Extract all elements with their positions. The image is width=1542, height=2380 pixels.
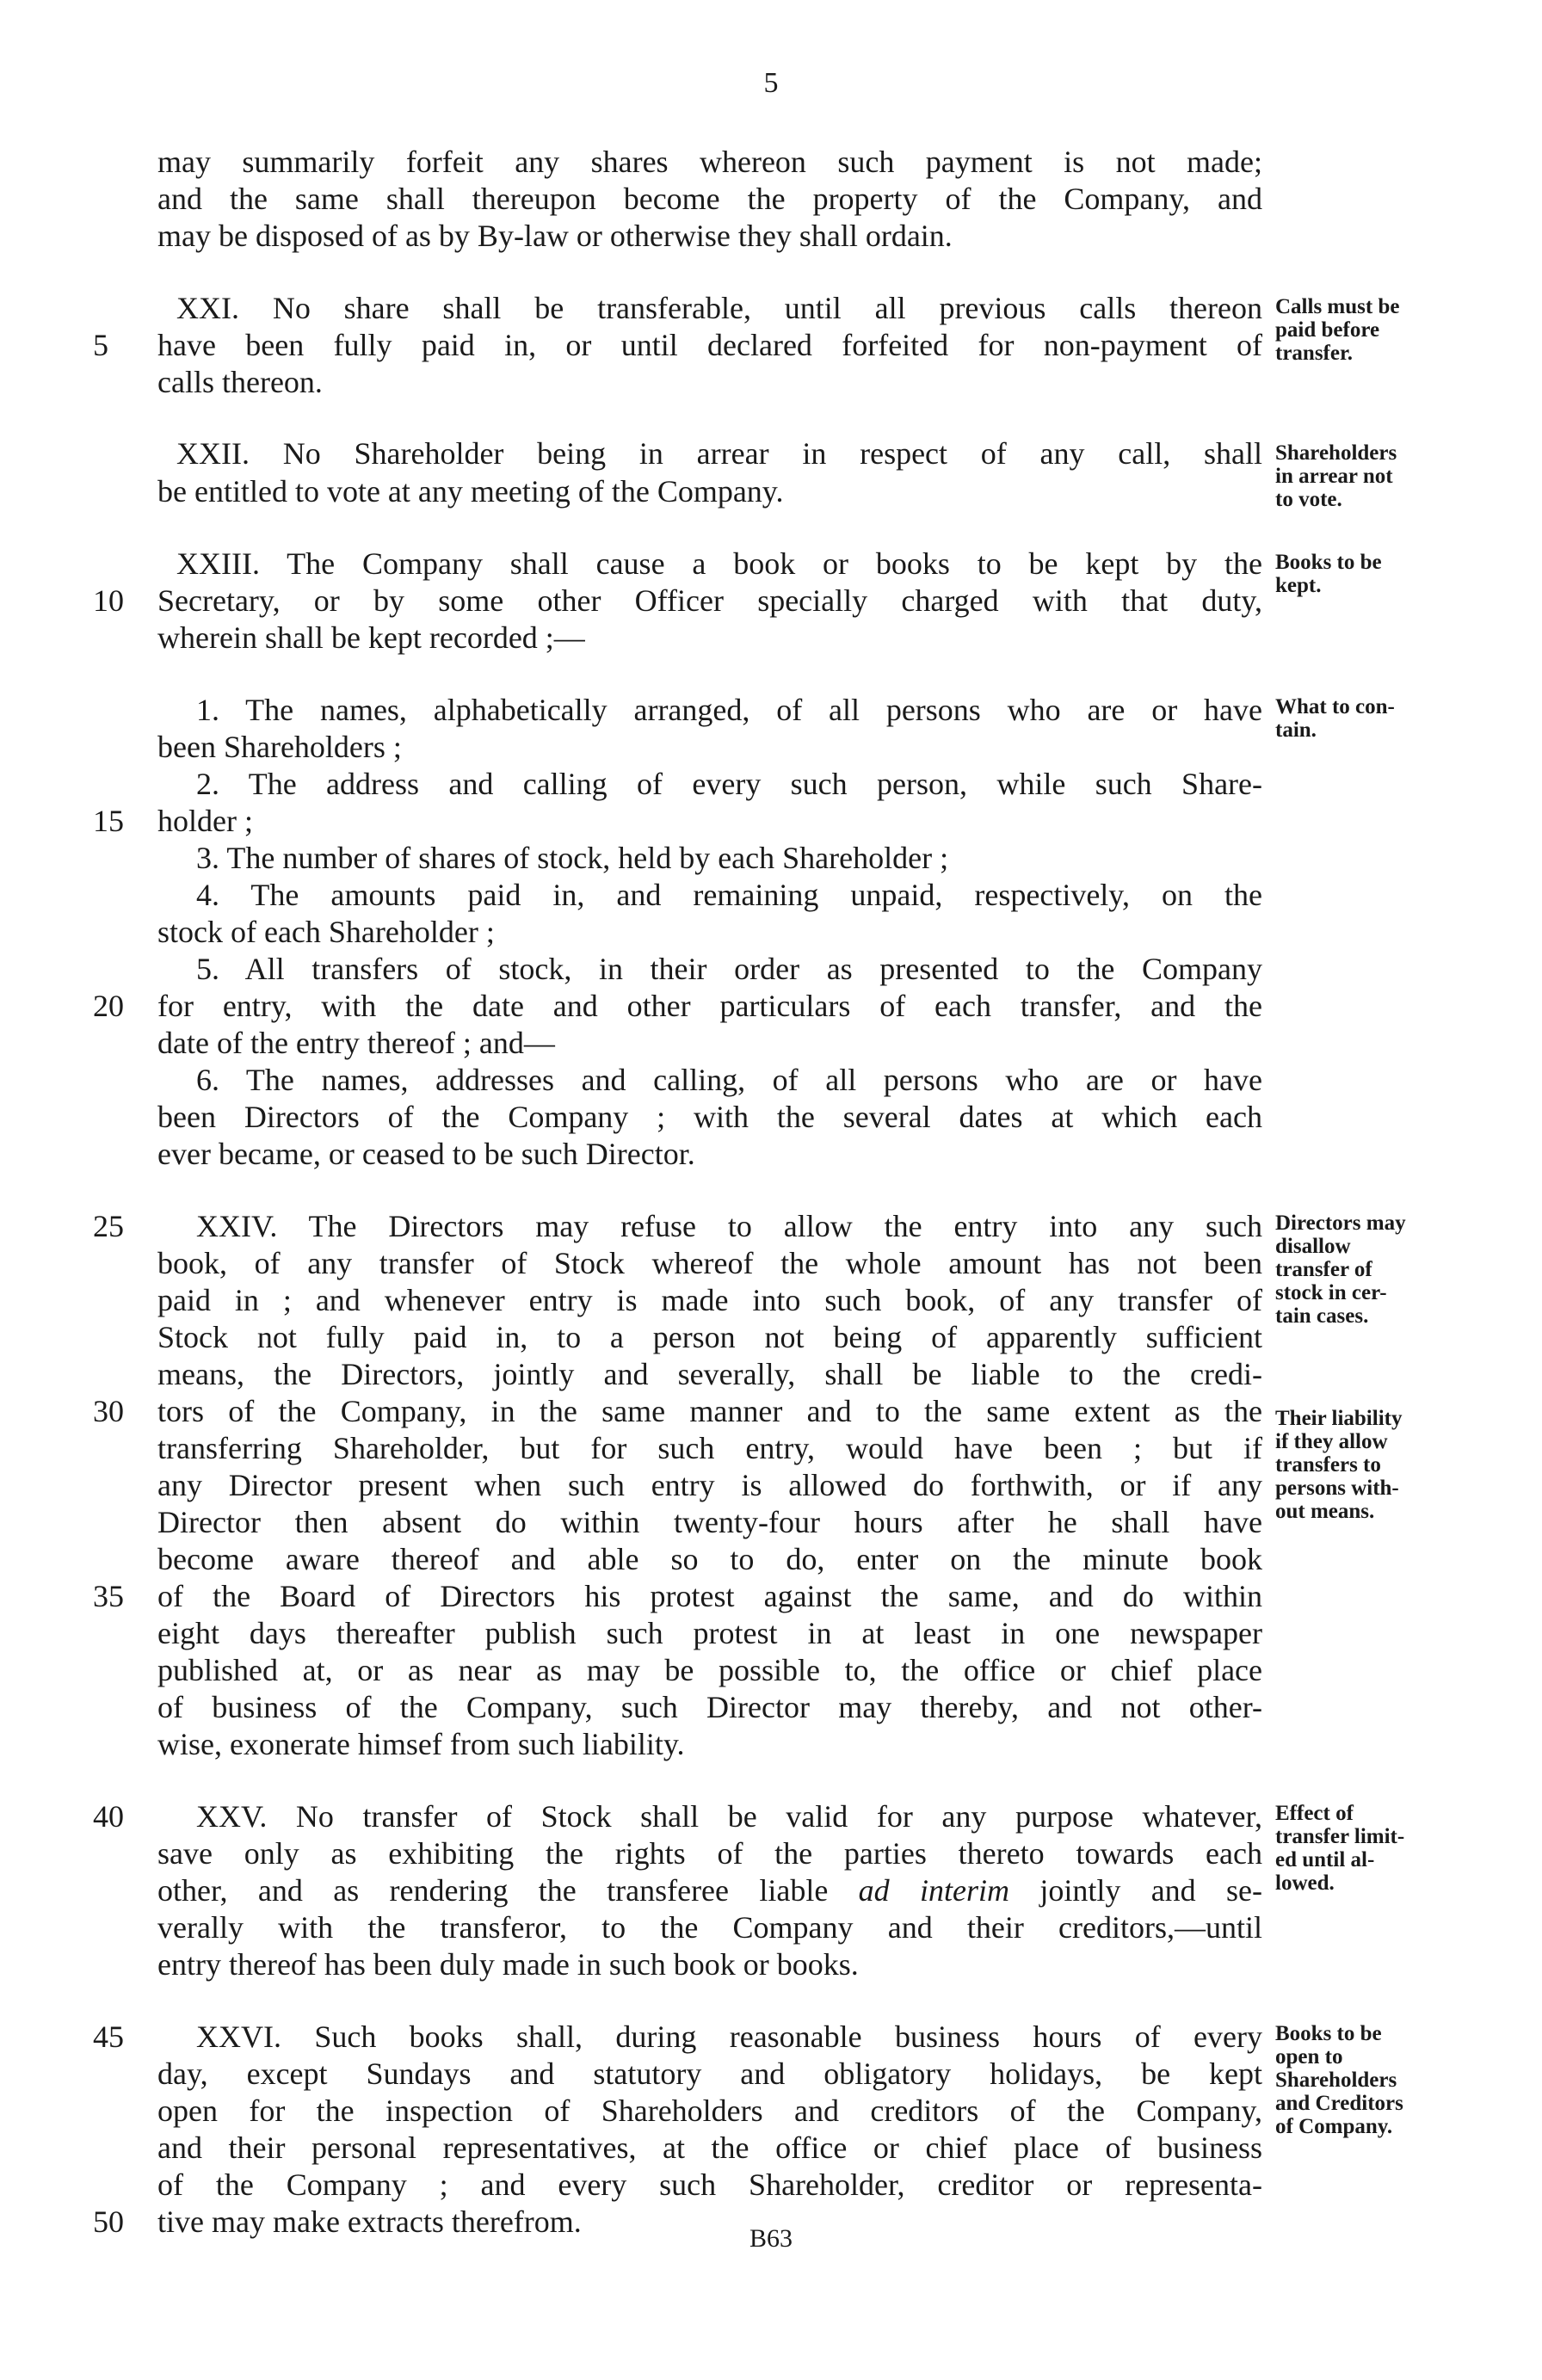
margin-note: Effect of transfer limit- ed until al- lowed. [1275,1802,1405,1895]
text-line: 2. The address and calling of every such person, while such Share- [196,767,1262,801]
line-number: 40 [93,1799,124,1834]
text-line: stock of each Shareholder ; [157,915,495,949]
italic-phrase: ad interim [858,1873,1010,1908]
line-number: 5 [93,328,108,362]
text-line: ever became, or ceased to be such Director. [157,1137,695,1171]
text-line: day, except Sundays and statutory and obligatory holidays, be kept [157,2056,1262,2091]
text-line: 5. All transfers of stock, in their order as presented to the Company [196,952,1262,986]
text-line: may be disposed of as by By-law or otherwise they shall ordain. [157,219,953,253]
text-line: tive may make extracts therefrom. [157,2204,582,2239]
text-line: other, and as rendering the transferee liable ad interim jointly and se- [157,1873,1263,1908]
text-line: become aware thereof and able so to do, enter on the minute book [157,1542,1262,1576]
text-line: means, the Directors, jointly and severally, shall be liable to the credi- [157,1357,1262,1391]
text-line: XXI. No share shall be transferable, until all previous calls thereon [176,291,1262,325]
text-line: 3. The number of shares of stock, held by each Shareholder ; [196,841,949,875]
text-line: of the Board of Directors his protest against the same, and do within [157,1579,1262,1613]
text-line: and the same shall thereupon become the property of the Company, and [157,182,1262,216]
text-line: 6. The names, addresses and calling, of all persons who are or have [196,1063,1262,1097]
text-line: Stock not fully paid in, to a person not being of apparently sufficient [157,1320,1262,1354]
line-number: 10 [93,583,124,618]
text-line: save only as exhibiting the rights of the parties thereto towards each [157,1836,1262,1871]
text-line: of the Company ; and every such Shareholder, creditor or representa- [157,2167,1262,2202]
text-line: open for the inspection of Shareholders and creditors of the Company, [157,2093,1262,2128]
margin-note: What to con- tain. [1275,695,1395,742]
text-line: 1. The names, alphabetically arranged, of all persons who are or have [196,693,1262,727]
text-line: XXVI. Such books shall, during reasonable business hours of every [196,2019,1262,2054]
text-line: may summarily forfeit any shares whereon such payment is not made; [157,145,1262,179]
text-line: be entitled to vote at any meeting of the Company. [157,474,784,509]
text-line: published at, or as near as may be possible to, the office or chief place [157,1653,1262,1687]
text-line: XXIII. The Company shall cause a book or books to be kept by the [176,546,1262,581]
margin-note: Their liability if they allow transfers to persons with- out means. [1275,1407,1403,1523]
line-number: 45 [93,2019,124,2054]
text-line: 4. The amounts paid in, and remaining unpaid, respectively, on the [196,878,1262,912]
signature-mark: B63 [749,2224,793,2253]
text-line: any Director present when such entry is allowed do forthwith, or if any [157,1468,1262,1502]
text-line: holder ; [157,804,253,838]
margin-note: Books to be open to Shareholders and Creditors of Company. [1275,2022,1403,2138]
margin-note: Directors may disallow transfer of stock in cer- tain cases. [1275,1212,1406,1328]
line-number: 30 [93,1394,124,1428]
text-line: of business of the Company, such Director may thereby, and not other- [157,1690,1262,1724]
text-line: have been fully paid in, or until declared forfeited for non-payment of [157,328,1262,362]
line-number: 20 [93,989,124,1023]
margin-note: Shareholders in arrear not to vote. [1275,441,1397,511]
line-number: 15 [93,804,124,838]
text-line: Director then absent do within twenty-four hours after he shall have [157,1505,1262,1539]
line-number: 35 [93,1579,124,1613]
margin-note: Books to be kept. [1275,551,1382,597]
text-line: been Directors of the Company ; with the several dates at which each [157,1100,1262,1134]
text-line: Secretary, or by some other Officer specially charged with that duty, [157,583,1262,618]
text-line: and their personal representatives, at the office or chief place of business [157,2130,1262,2165]
text-line: date of the entry thereof ; and— [157,1026,555,1060]
margin-note: Calls must be paid before transfer. [1275,295,1400,365]
text-line: been Shareholders ; [157,730,402,764]
text-line: tors of the Company, in the same manner and to the same extent as the [157,1394,1262,1428]
text-line: eight days thereafter publish such protest in at least in one newspaper [157,1616,1262,1650]
text-line: transferring Shareholder, but for such entry, would have been ; but if [157,1431,1262,1465]
text-line: entry thereof has been duly made in such book or books. [157,1947,859,1982]
text-line: paid in ; and whenever entry is made into such book, of any transfer of [157,1283,1262,1317]
text-line: XXII. No Shareholder being in arrear in respect of any call, shall [176,436,1262,471]
line-number: 50 [93,2204,124,2239]
line-number: 25 [93,1209,124,1243]
text-line: XXV. No transfer of Stock shall be valid for any purpose whatever, [196,1799,1262,1834]
text-line: wise, exonerate himsef from such liability. [157,1727,685,1761]
text-line: wherein shall be kept recorded ;— [157,620,585,655]
text-line: calls thereon. [157,365,323,399]
text-line: book, of any transfer of Stock whereof the whole amount has not been [157,1246,1262,1280]
text-line: XXIV. The Directors may refuse to allow the entry into any such [196,1209,1262,1243]
text-line: verally with the transferor, to the Company and their creditors,—until [157,1910,1262,1945]
text-line: for entry, with the date and other particulars of each transfer, and the [157,989,1262,1023]
page-number: 5 [763,67,779,99]
